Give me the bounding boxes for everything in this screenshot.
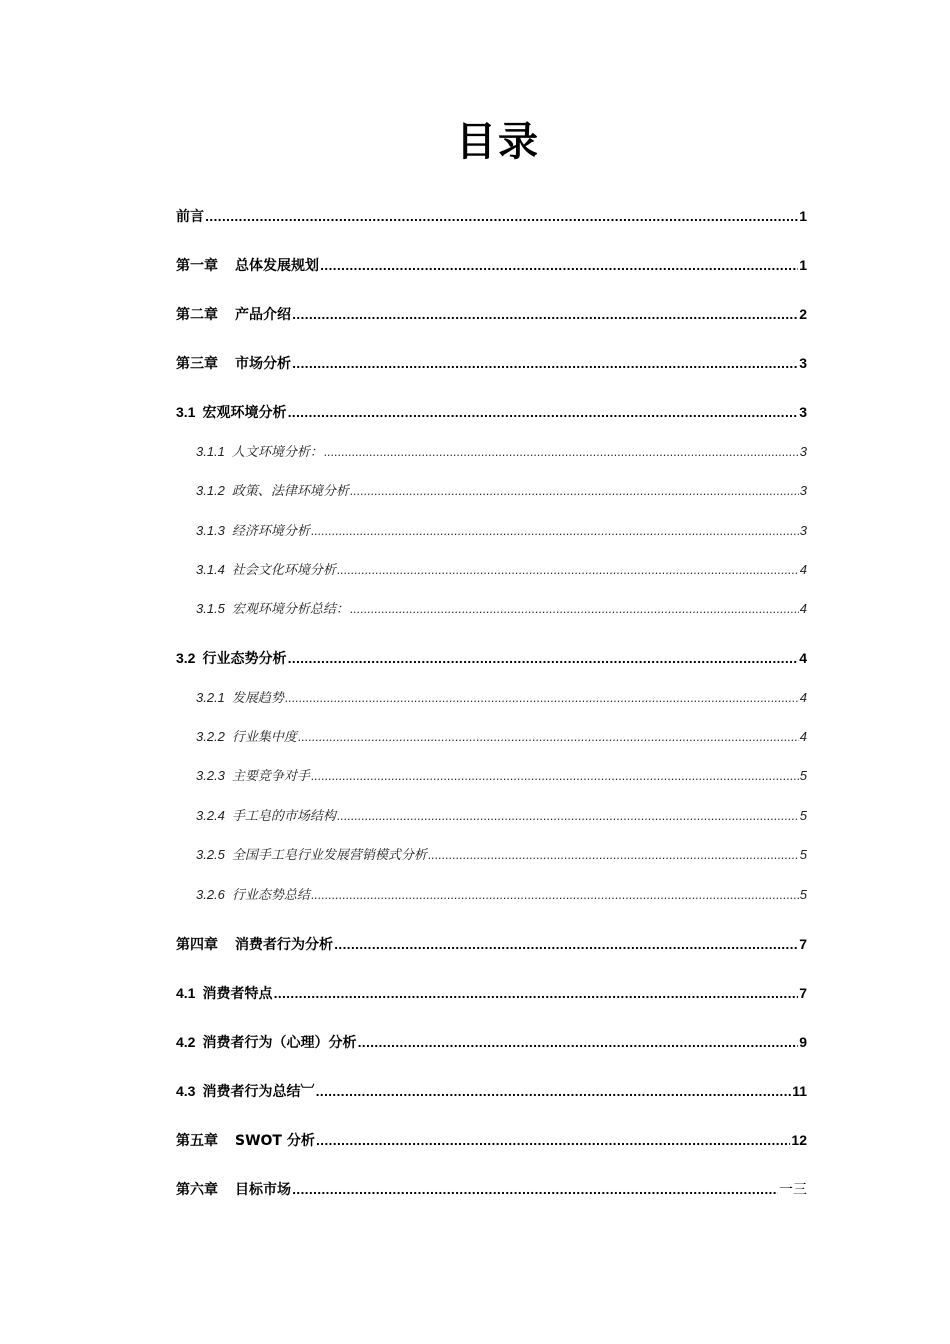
toc-page-number: 11 [792, 1083, 807, 1099]
toc-dot-leader [334, 935, 798, 957]
toc-entry-title: 宏观环境分析 [202, 405, 287, 421]
toc-page-number: 3 [799, 404, 807, 420]
toc-page-number: 4 [799, 601, 807, 616]
toc-dot-leader [311, 521, 799, 543]
toc-dot-leader [287, 649, 798, 671]
toc-entry-section-3-2-6[interactable] [196, 884, 807, 906]
toc-page-number: 5 [799, 808, 807, 823]
toc-dot-leader [311, 766, 799, 788]
toc-page-number: 4 [799, 690, 807, 705]
toc-entry-title: 目标市场 [235, 1182, 291, 1198]
toc-entry-title: 产品介绍 [235, 307, 291, 323]
toc-entry-section-4-1[interactable] [176, 982, 807, 1004]
toc-entry-chapter-1[interactable] [176, 254, 807, 276]
toc-entry-number: 4.1 [176, 985, 196, 1001]
toc-entry-section-3-2-2[interactable] [196, 726, 807, 748]
toc-entry-number: 3.1.1 [196, 444, 225, 459]
toc-entry-title: 经济环境分析 [231, 524, 310, 539]
toc-entry-title: 人文环境分析： [231, 445, 323, 460]
toc-entry-title: 宏观环境分析总结： [231, 602, 349, 617]
toc-dot-leader [337, 560, 799, 582]
toc-entry-number: 3.1.3 [196, 523, 225, 538]
toc-dot-leader [324, 442, 799, 464]
toc-entry-number: 3.1.4 [196, 562, 225, 577]
toc-entry-number: 第二章 [176, 307, 218, 323]
toc-entry-section-4-3[interactable] [176, 1080, 807, 1102]
toc-entry-number: 第四章 [176, 937, 218, 953]
toc-dot-leader [287, 403, 798, 425]
toc-entry-number: 第五章 [176, 1133, 218, 1149]
toc-entry-title: 政策、法律环境分析 [231, 484, 349, 499]
toc-entry-title: SWOT 分析 [235, 1133, 315, 1149]
toc-page-number: 3 [799, 523, 807, 538]
toc-page-number: 7 [799, 985, 807, 1001]
toc-entry-section-3-2[interactable] [176, 647, 807, 669]
toc-entry-chapter-5[interactable] [176, 1129, 807, 1151]
toc-entry-number: 3.1 [176, 404, 196, 420]
toc-dot-leader [205, 207, 798, 229]
toc-entry-title: 行业态势分析 [202, 651, 287, 667]
toc-entry-number: 3.2.5 [196, 847, 225, 862]
toc-dot-leader [292, 1180, 778, 1202]
toc-page-number: 4 [799, 650, 807, 666]
toc-page-number: 1 [799, 208, 807, 224]
toc-entry-number: 第三章 [176, 356, 218, 372]
toc-dot-leader [273, 984, 798, 1006]
toc-page-number: 5 [799, 768, 807, 783]
toc-entry-section-3-1-4[interactable] [196, 559, 807, 581]
toc-entry-number: 3.2 [176, 650, 196, 666]
toc-entry-number: 3.2.1 [196, 690, 225, 705]
toc-entry-section-3-2-4[interactable] [196, 805, 807, 827]
toc-dot-leader [285, 688, 799, 710]
toc-page-number: 7 [799, 936, 807, 952]
toc-entry-title: 消费者特点 [202, 986, 273, 1002]
toc-entry-number: 3.2.6 [196, 887, 225, 902]
toc-entry-chapter-2[interactable] [176, 303, 807, 325]
toc-entry-section-3-1-3[interactable] [196, 520, 807, 542]
toc-page-number: 4 [799, 729, 807, 744]
toc-entry-title: 全国手工皂行业发展营销模式分析 [231, 848, 427, 863]
toc-entry-section-3-1-5[interactable] [196, 598, 807, 620]
toc-entry-title: 发展趋势 [231, 691, 284, 706]
toc-dot-leader [316, 1131, 791, 1153]
toc-entry-section-3-1[interactable] [176, 401, 807, 423]
toc-entry-number: 3.2.3 [196, 768, 225, 783]
toc-dot-leader [320, 256, 798, 278]
toc-dot-leader [311, 885, 799, 907]
toc-entry-title: 社会文化环境分析 [231, 563, 336, 578]
toc-entry-number: 第六章 [176, 1182, 218, 1198]
toc-dot-leader [298, 727, 799, 749]
toc-entry-number: 4.2 [176, 1034, 196, 1050]
toc-page-number: 一三 [779, 1181, 807, 1197]
toc-entry-section-3-2-3[interactable] [196, 765, 807, 787]
toc-dot-leader [428, 845, 799, 867]
toc-page-number: 1 [799, 257, 807, 273]
toc-entry-chapter-6[interactable] [176, 1178, 807, 1200]
toc-page-number: 12 [791, 1132, 807, 1148]
toc-page-number: 9 [799, 1034, 807, 1050]
toc-page-number: 3 [799, 444, 807, 459]
toc-entry-number: 第一章 [176, 258, 218, 274]
toc-entry-chapter-3[interactable] [176, 352, 807, 374]
toc-entry-title: 主要竞争对手 [231, 769, 310, 784]
page-title: 目录 [456, 118, 540, 165]
toc-page-number: 5 [799, 847, 807, 862]
toc-entry-chapter-4[interactable] [176, 933, 807, 955]
toc-page-number: 3 [799, 355, 807, 371]
toc-entry-section-3-1-2[interactable] [196, 480, 807, 502]
toc-dot-leader [315, 1082, 791, 1104]
toc-page-number: 5 [799, 887, 807, 902]
toc-entry-title: 行业态势总结 [231, 888, 310, 903]
toc-dot-leader [337, 806, 799, 828]
toc-entry-title: 手工皂的市场结构 [231, 809, 336, 824]
toc-entry-title: 消费者行为（心理）分析 [202, 1035, 357, 1051]
toc-entry-section-3-1-1[interactable] [196, 441, 807, 463]
toc-entry-number: 3.2.2 [196, 729, 225, 744]
toc-dot-leader [350, 481, 799, 503]
toc-dot-leader [292, 305, 798, 327]
toc-entry-title: 行业集中度 [231, 730, 297, 745]
toc-entry-title: 市场分析 [235, 356, 291, 372]
toc-entry-title: 前言 [176, 209, 204, 225]
toc-page-number: 2 [799, 306, 807, 322]
toc-entry-section-3-2-5[interactable] [196, 844, 807, 866]
toc-entry-number: 3.1.2 [196, 483, 225, 498]
toc-entry-title: 总体发展规划 [235, 258, 319, 274]
toc-entry-number: 3.2.4 [196, 808, 225, 823]
toc-dot-leader [350, 599, 799, 621]
toc-entry-section-4-2[interactable] [176, 1031, 807, 1053]
toc-entry-number: 4.3 [176, 1083, 196, 1099]
toc-entry-title: 消费者行为分析 [235, 937, 333, 953]
toc-entry-preface[interactable] [176, 205, 807, 227]
toc-dot-leader [357, 1033, 798, 1055]
toc-entry-title: 消费者行为总结︺ [202, 1084, 315, 1100]
toc-entry-section-3-2-1[interactable] [196, 687, 807, 709]
toc-page-number: 4 [799, 562, 807, 577]
toc-dot-leader [292, 354, 798, 376]
toc-page-number: 3 [799, 483, 807, 498]
toc-entry-number: 3.1.5 [196, 601, 225, 616]
